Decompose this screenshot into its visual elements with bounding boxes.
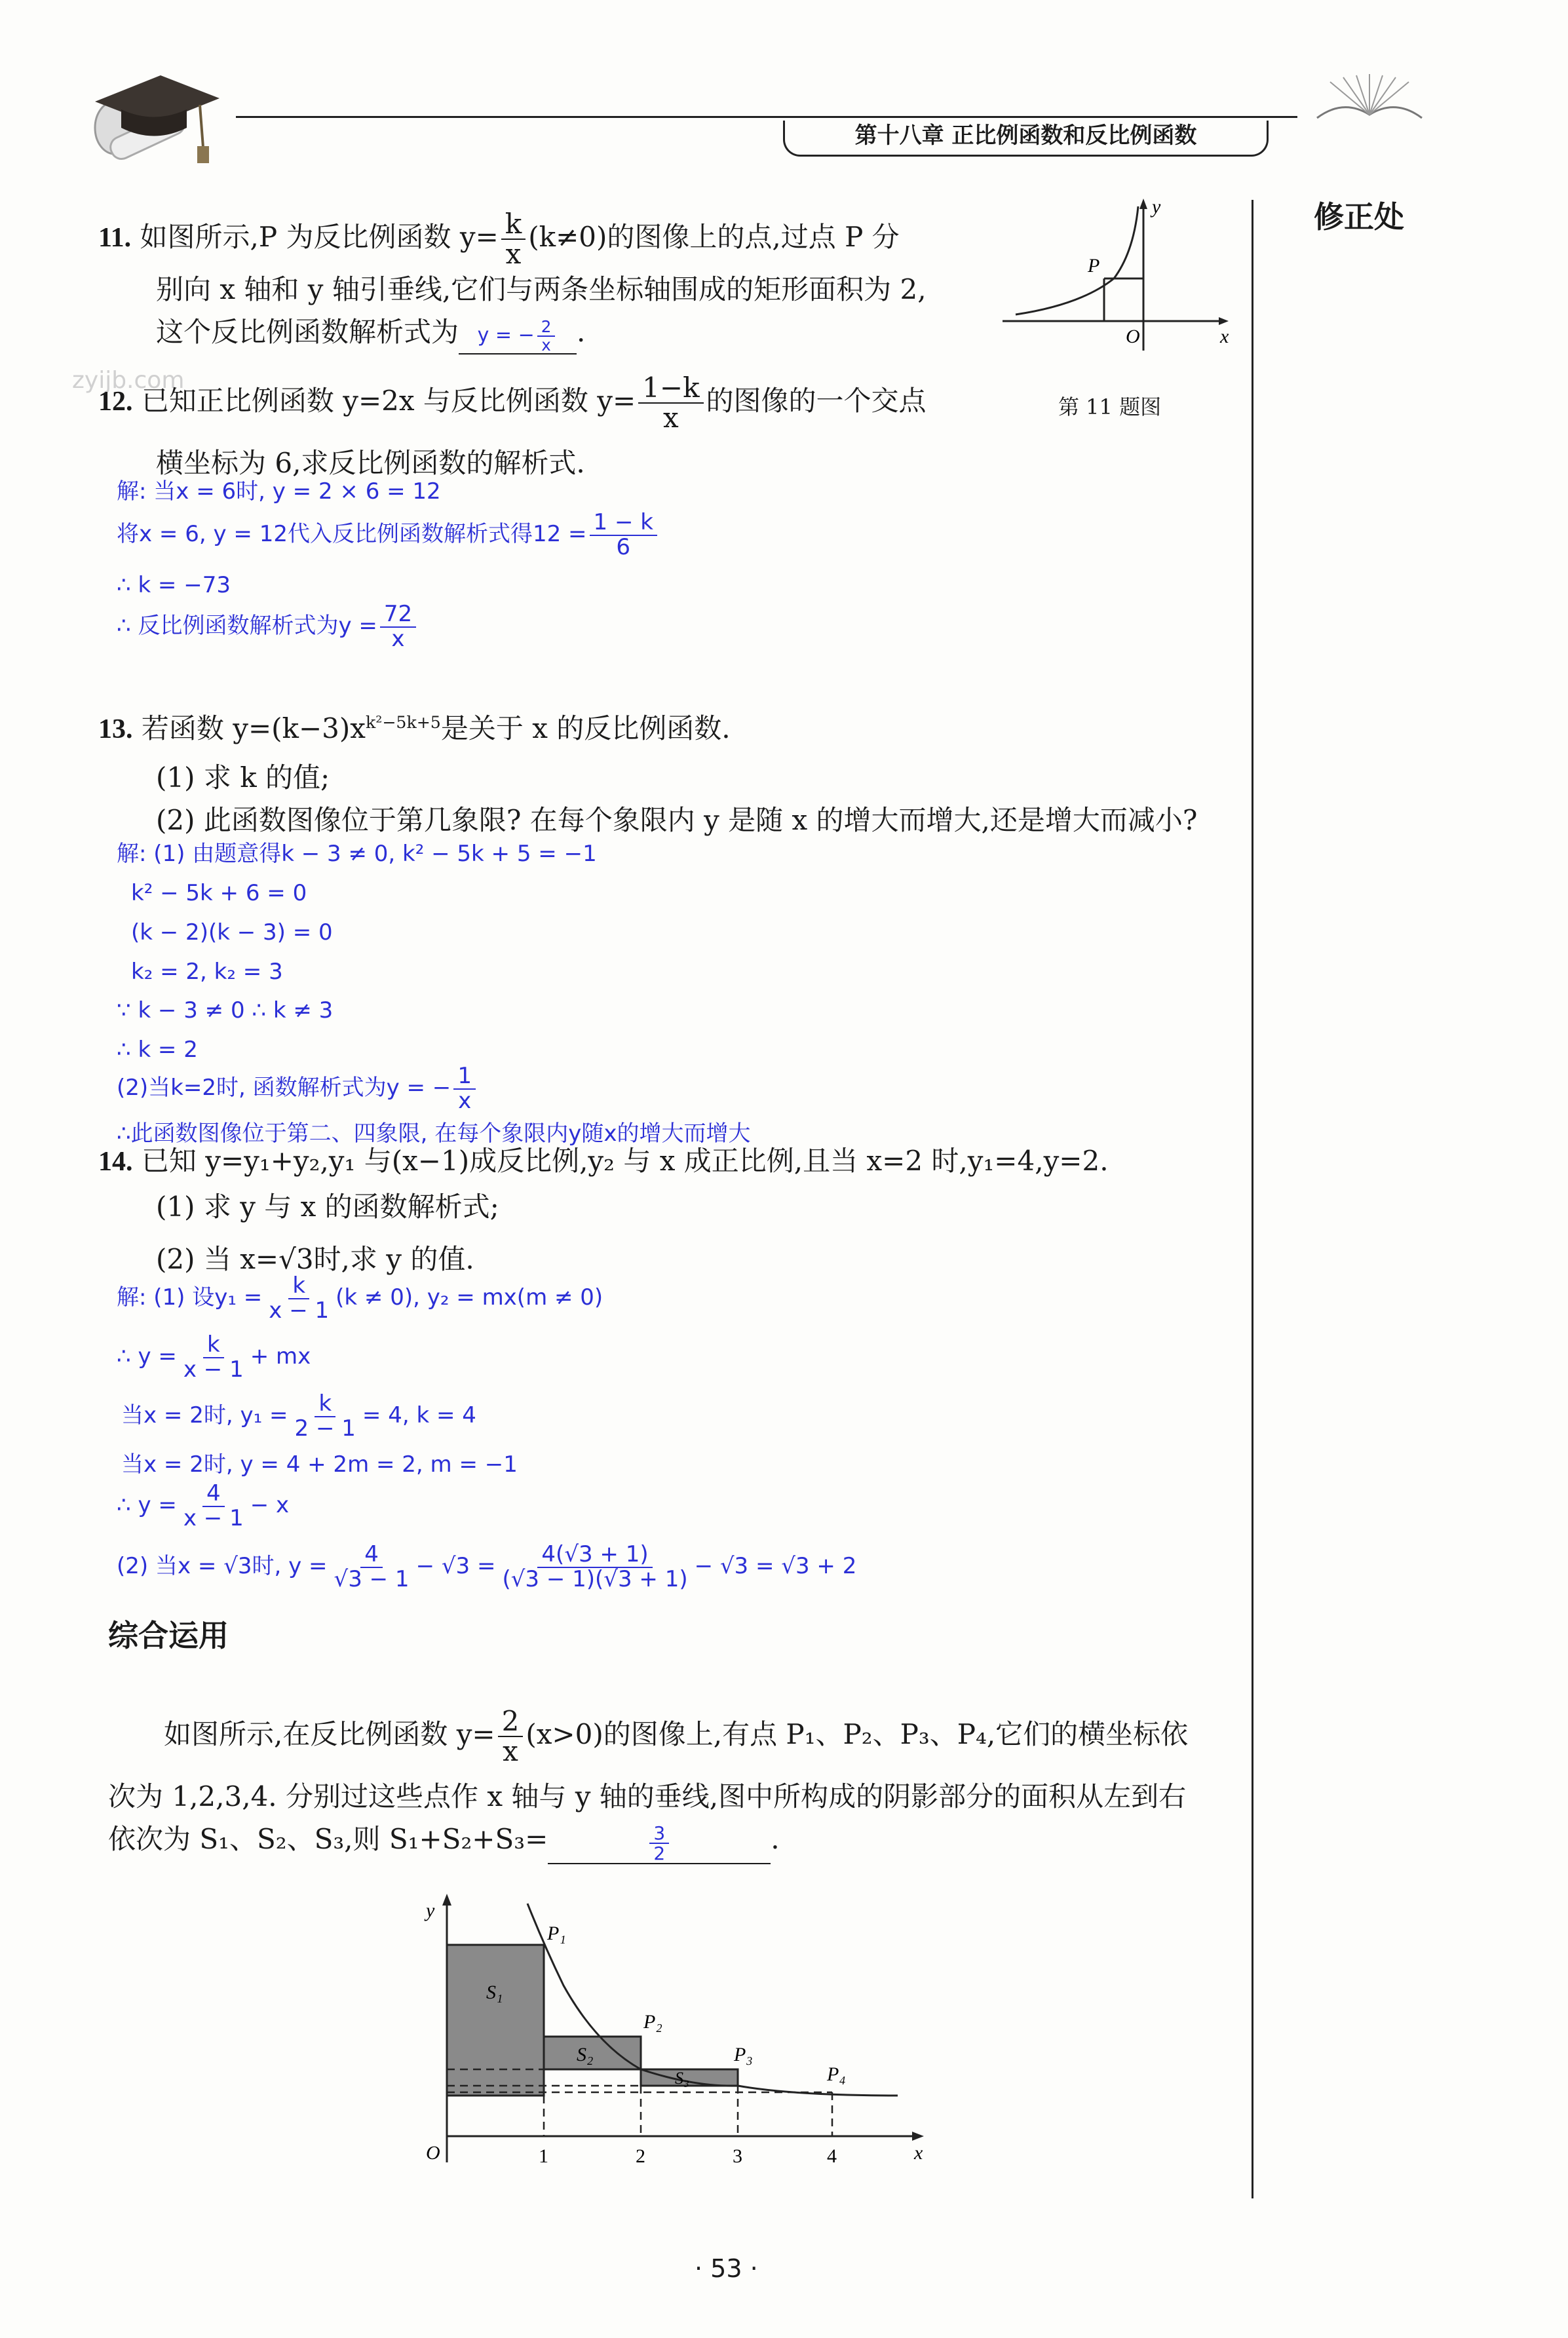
q11-figure-caption: 第 11 题图 [1058,394,1162,419]
chapter-tab [783,121,1269,157]
fig2-label-s2: S₂ [577,2044,594,2065]
header-rule [236,116,1297,118]
fig2-tick-1: 1 [539,2145,548,2167]
section-line2: 次为 1,2,3,4. 分别过这些点作 x 轴与 y 轴的垂线,图中所构成的阴影部分的面积从左到右 [108,1780,1187,1812]
q11-fig-label-y: y [1152,196,1161,218]
fig2-label-y: y [426,1900,435,1921]
q12-number: 12. [98,387,133,417]
q11-line1: 11. 如图所示,P 为反比例函数 y= $\frac{k}{x}$ (k≠0)的图像上的点,过点 P 分 [98,208,900,271]
q11-line2: 别向 x 轴和 y 轴引垂线,它们与两条坐标轴围成的矩形面积为 2, [156,273,927,305]
q12-solution-2: 将x = 6, y = 12代入反比例函数解析式得12 = $\frac{1 - k}{6}$ [117,511,660,559]
q12-line2: 横坐标为 6,求反比例函数的解析式. [156,447,585,479]
q14-solution-2: ∴ y = $\frac{k}{x - 1}$ + mx [117,1332,311,1383]
fig2-label-p1: P₁ [547,1923,566,1944]
q13-number: 13. [98,714,133,744]
q14-solution-5: ∴ y = $\frac{4}{x - 1}$ − x [117,1480,290,1531]
q11-line3: 这个反比例函数解析式为 y = − $\frac{2}{x}$ . [156,316,586,355]
q11-fig-label-p: P [1088,255,1100,277]
q12-line1: 12. 已知正比例函数 y=2x 与反比例函数 y= $\frac{1-k}{x}$ 的图像的一个交点 [98,372,927,434]
margin-title: 修正处 [1314,199,1404,235]
q14-solution-4: 当x = 2时, y = 4 + 2m = 2, m = −1 [121,1451,518,1478]
fig2-label-o: O [426,2142,440,2164]
header-book-icon [1310,72,1428,125]
q13-solution-8: ∴此函数图像位于第二、四象限, 在每个象限内y随x的增大而增大 [117,1121,751,1147]
fig2-label-s1: S₁ [486,1982,503,2003]
page-number: · 53 · [695,2254,758,2283]
q13-solution-6: ∴ k = 2 [117,1037,198,1063]
fig2-label-p3: P₃ [734,2044,753,2065]
q13-solution-2: k² − 5k + 6 = 0 [131,880,307,906]
q14-solution-3: 当x = 2时, y₁ = $\frac{k}{2 - 1}$ = 4, k = 4 [121,1390,476,1442]
q13-solution-5: ∵ k − 3 ≠ 0 ∴ k ≠ 3 [117,997,334,1024]
section-line1: 如图所示,在反比例函数 y= $\frac{2}{x}$ (x>0)的图像上,有点 P₁、P₂、P₃、P₄,它们的横坐标依 [164,1705,1189,1768]
q13-solution-7: (2)当k=2时, 函数解析式为y = − $\frac{1}{x}$ [117,1065,478,1113]
s1-rect [447,1945,544,2096]
q13-solution-1: 解: (1) 由题意得k − 3 ≠ 0, k² − 5k + 5 = −1 [117,841,597,867]
chapter-title: 第十八章 正比例函数和反比例函数 [854,123,1197,149]
q11-number: 11. [98,223,132,254]
q11-figure [1003,193,1238,357]
fig2-label-x: x [914,2142,923,2164]
q13-part2: (2) 此函数图像位于第几象限? 在每个象限内 y 是随 x 的增大而增大,还是增大而减小? [156,804,1198,836]
q11-fig-label-o: O [1126,326,1140,347]
section-answer-blank: $\frac{3}{2}$ [548,1822,771,1864]
fig2-tick-2: 2 [636,2145,645,2167]
fig2-tick-4: 4 [827,2145,837,2167]
margin-divider [1252,200,1253,2198]
section-line3: 依次为 S₁、S₂、S₃,则 S₁+S₂+S₃= $\frac{3}{2}$ . [108,1822,780,1864]
fig2-tick-3: 3 [733,2145,742,2167]
fig2-label-s3: S₃ [675,2069,690,2088]
header-mortarboard-icon [69,62,226,167]
q13-solution-4: k₂ = 2, k₂ = 3 [131,959,283,985]
section-title: 综合运用 [108,1618,229,1653]
q13-part1: (1) 求 k 的值; [156,761,330,794]
q11-answer-blank: y = − $\frac{2}{x}$ [459,315,577,355]
fig2-label-p4: P₄ [827,2063,846,2085]
q11-fig-label-x: x [1220,326,1229,347]
q14-number: 14. [98,1147,133,1177]
q14-part2: (2) 当 x=√3时,求 y 的值. [156,1243,474,1275]
q13-line1: 13. 若函数 $y=(k-3)x^{k^2-5k+5}$是关于 x 的反比例函数. [98,712,731,744]
q14-solution-1: 解: (1) 设y₁ = $\frac{k}{x - 1}$ (k ≠ 0), y₂ = mx(m ≠ 0) [117,1273,603,1324]
q12-solution-3: ∴ k = −73 [117,572,231,598]
q14-part1: (1) 求 y 与 x 的函数解析式; [156,1191,499,1223]
q14-solution-6: (2) 当x = √3时, y = $\frac{4}{√3 - 1}$ − √3 = $\frac{4(√3 + 1)}{(√3 - 1)(√3 + 1)}$ − √3 = √3 + 2 [117,1541,857,1592]
q12-solution-1: 解: 当x = 6时, y = 2 × 6 = 12 [117,478,441,505]
q14-line1: 14. 已知 y=y₁+y₂,y₁ 与(x−1)成反比例,y₂ 与 x 成正比例,且当 x=2 时,y₁=4,y=2. [98,1145,1109,1177]
figure-2 [413,1887,937,2175]
q13-solution-3: (k − 2)(k − 3) = 0 [131,919,333,946]
watermark: zyijb.com [72,367,185,394]
fig2-label-p2: P₂ [643,2011,662,2033]
q12-solution-4: ∴ 反比例函数解析式为y = $\frac{72}{x}$ [117,603,419,651]
